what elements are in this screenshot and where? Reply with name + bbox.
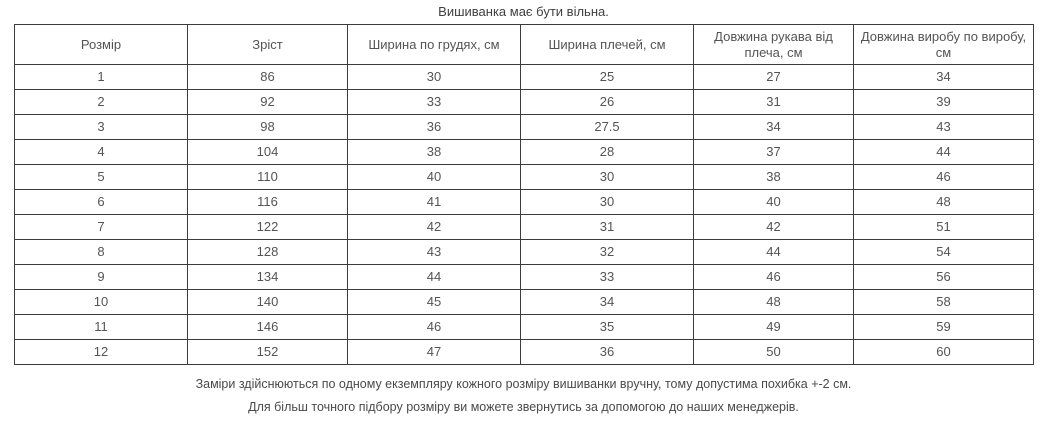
table-cell: 59 bbox=[854, 315, 1034, 340]
table-cell: 134 bbox=[188, 265, 348, 290]
table-cell: 25 bbox=[521, 65, 694, 90]
table-cell: 10 bbox=[15, 290, 188, 315]
table-cell: 51 bbox=[854, 215, 1034, 240]
column-header: Довжина виробу по виробу, см bbox=[854, 25, 1034, 65]
table-cell: 6 bbox=[15, 190, 188, 215]
table-cell: 40 bbox=[348, 165, 521, 190]
table-cell: 48 bbox=[854, 190, 1034, 215]
table-cell: 40 bbox=[694, 190, 854, 215]
table-cell: 1 bbox=[15, 65, 188, 90]
table-cell: 35 bbox=[521, 315, 694, 340]
footnotes bbox=[0, 373, 1047, 419]
table-cell: 128 bbox=[188, 240, 348, 265]
table-cell: 33 bbox=[521, 265, 694, 290]
table-cell: 42 bbox=[348, 215, 521, 240]
table-cell: 44 bbox=[348, 265, 521, 290]
table-cell: 7 bbox=[15, 215, 188, 240]
table-cell: 46 bbox=[348, 315, 521, 340]
table-cell: 86 bbox=[188, 65, 348, 90]
table-row bbox=[15, 240, 1034, 265]
table-cell: 48 bbox=[694, 290, 854, 315]
table-cell: 27.5 bbox=[521, 115, 694, 140]
header-row bbox=[15, 25, 1034, 65]
table-cell: 26 bbox=[521, 90, 694, 115]
table-cell: 44 bbox=[694, 240, 854, 265]
table-cell: 41 bbox=[348, 190, 521, 215]
table-cell: 39 bbox=[854, 90, 1034, 115]
table-cell: 30 bbox=[521, 190, 694, 215]
table-cell: 34 bbox=[854, 65, 1034, 90]
table-cell: 146 bbox=[188, 315, 348, 340]
table-row bbox=[15, 265, 1034, 290]
footnote-line-2: Для більш точного підбору розміру ви можете звернутись за допомогою до наших менеджерів. bbox=[248, 400, 799, 414]
table-cell: 46 bbox=[854, 165, 1034, 190]
table-body bbox=[15, 65, 1034, 365]
table-row bbox=[15, 315, 1034, 340]
table-cell: 11 bbox=[15, 315, 188, 340]
table-cell: 37 bbox=[694, 140, 854, 165]
table-cell: 60 bbox=[854, 340, 1034, 365]
table-cell: 38 bbox=[348, 140, 521, 165]
table-cell: 9 bbox=[15, 265, 188, 290]
table-cell: 42 bbox=[694, 215, 854, 240]
table-cell: 122 bbox=[188, 215, 348, 240]
table-cell: 140 bbox=[188, 290, 348, 315]
page-title: Вишиванка має бути вільна. bbox=[438, 4, 609, 19]
column-header: Ширина по грудях, см bbox=[348, 25, 521, 65]
table-row bbox=[15, 215, 1034, 240]
table-row bbox=[15, 340, 1034, 365]
table-cell: 31 bbox=[694, 90, 854, 115]
table-cell: 27 bbox=[694, 65, 854, 90]
table-cell: 31 bbox=[521, 215, 694, 240]
table-cell: 33 bbox=[348, 90, 521, 115]
table-cell: 28 bbox=[521, 140, 694, 165]
table-cell: 34 bbox=[521, 290, 694, 315]
table-cell: 36 bbox=[521, 340, 694, 365]
table-cell: 3 bbox=[15, 115, 188, 140]
table-cell: 54 bbox=[854, 240, 1034, 265]
table-cell: 49 bbox=[694, 315, 854, 340]
table-row bbox=[15, 165, 1034, 190]
column-header: Розмір bbox=[15, 25, 188, 65]
table-cell: 45 bbox=[348, 290, 521, 315]
footnote-line-1: Заміри здійснюються по одному екземпляру кожного розміру вишиванки вручну, тому допустима похибка +-2 см. bbox=[195, 377, 852, 391]
table-cell: 34 bbox=[694, 115, 854, 140]
table-cell: 152 bbox=[188, 340, 348, 365]
table-cell: 32 bbox=[521, 240, 694, 265]
column-header: Зріст bbox=[188, 25, 348, 65]
table-row bbox=[15, 290, 1034, 315]
table-cell: 92 bbox=[188, 90, 348, 115]
table-row bbox=[15, 115, 1034, 140]
table-cell: 36 bbox=[348, 115, 521, 140]
table-cell: 30 bbox=[521, 165, 694, 190]
table-cell: 43 bbox=[348, 240, 521, 265]
table-cell: 50 bbox=[694, 340, 854, 365]
size-table bbox=[14, 24, 1034, 365]
table-cell: 47 bbox=[348, 340, 521, 365]
table-row bbox=[15, 90, 1034, 115]
table-cell: 58 bbox=[854, 290, 1034, 315]
table-cell: 5 bbox=[15, 165, 188, 190]
table-cell: 43 bbox=[854, 115, 1034, 140]
table-cell: 104 bbox=[188, 140, 348, 165]
table-cell: 44 bbox=[854, 140, 1034, 165]
table-cell: 12 bbox=[15, 340, 188, 365]
table-cell: 46 bbox=[694, 265, 854, 290]
table-cell: 56 bbox=[854, 265, 1034, 290]
table-row bbox=[15, 140, 1034, 165]
table-cell: 4 bbox=[15, 140, 188, 165]
column-header: Ширина плечей, см bbox=[521, 25, 694, 65]
table-cell: 116 bbox=[188, 190, 348, 215]
table-cell: 38 bbox=[694, 165, 854, 190]
table-cell: 110 bbox=[188, 165, 348, 190]
table-cell: 8 bbox=[15, 240, 188, 265]
table-row bbox=[15, 65, 1034, 90]
table-cell: 2 bbox=[15, 90, 188, 115]
column-header: Довжина рукава від плеча, см bbox=[694, 25, 854, 65]
table-cell: 30 bbox=[348, 65, 521, 90]
table-cell: 98 bbox=[188, 115, 348, 140]
table-row bbox=[15, 190, 1034, 215]
